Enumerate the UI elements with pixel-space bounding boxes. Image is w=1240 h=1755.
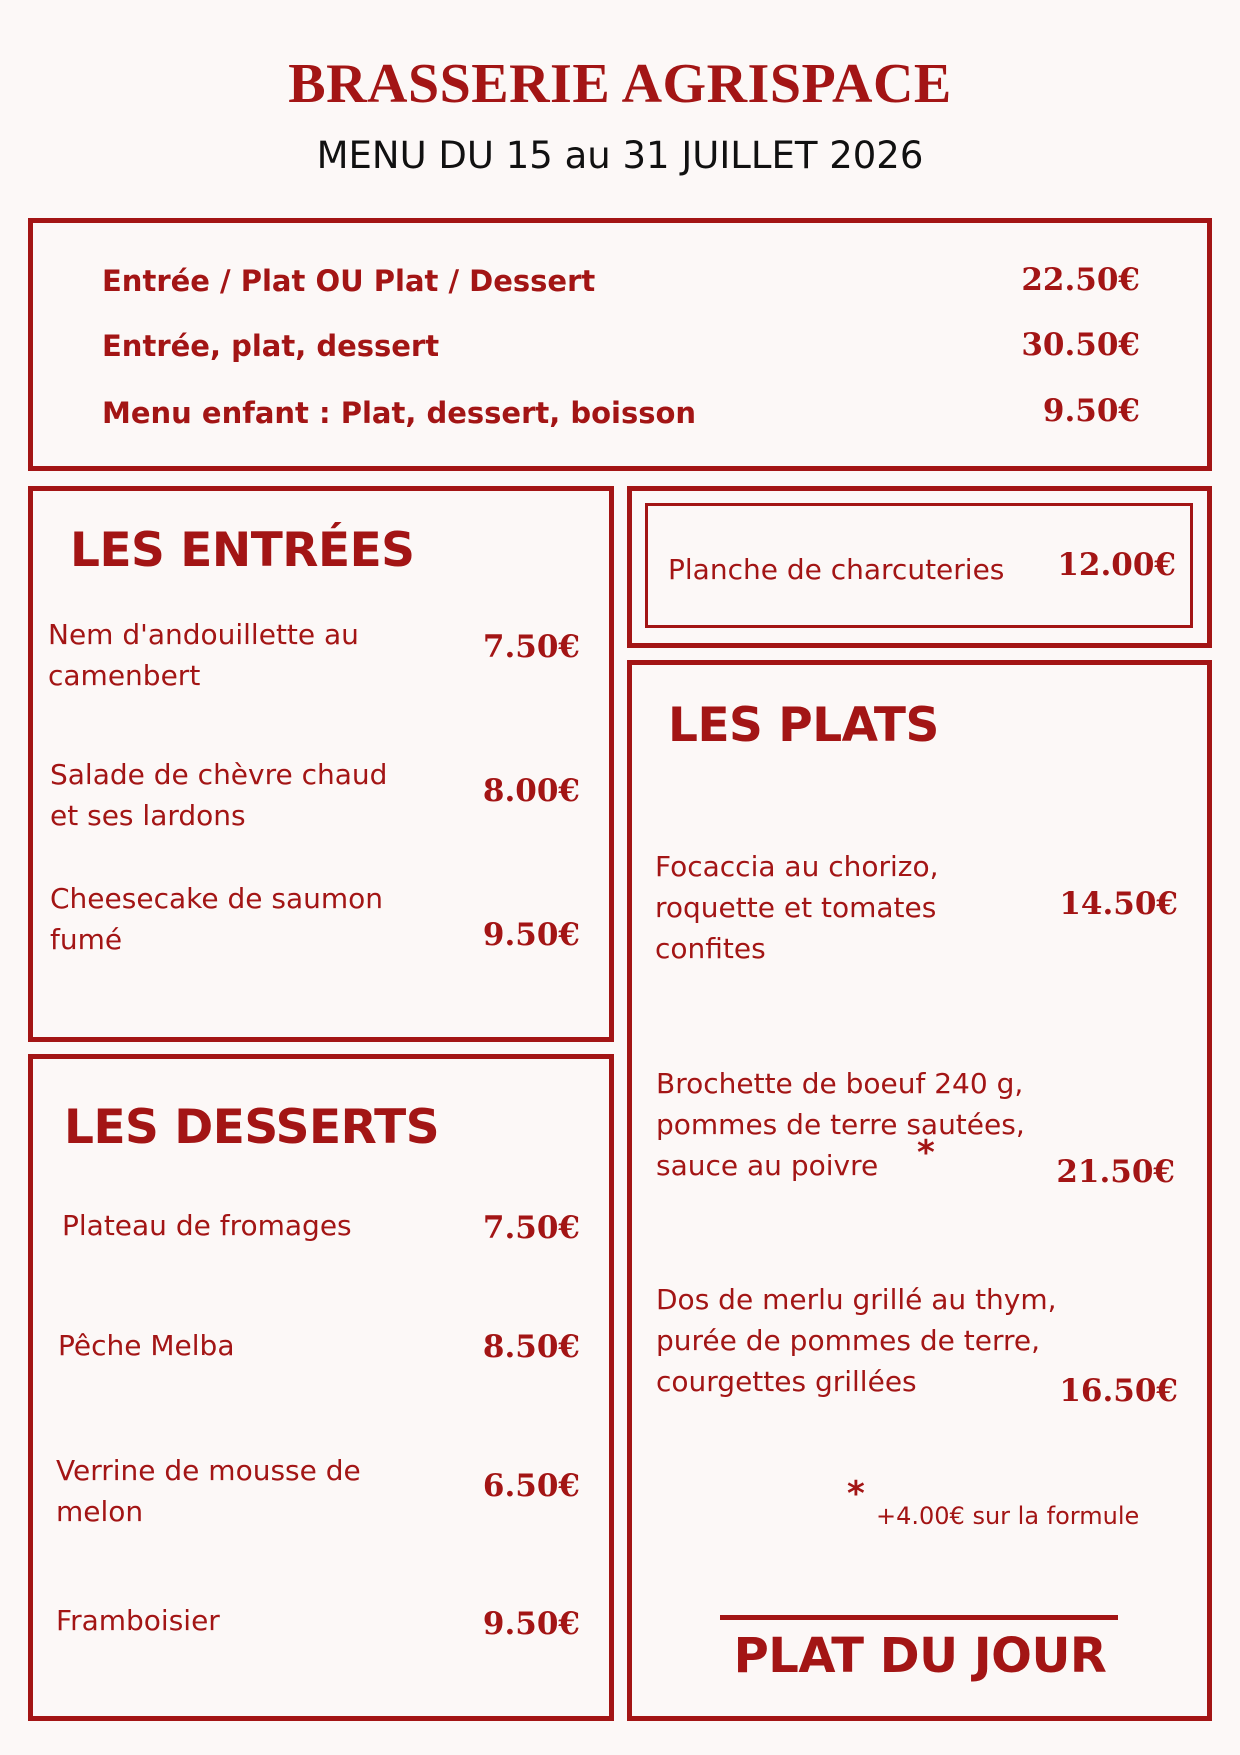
formula-label: Menu enfant : Plat, dessert, boisson — [102, 396, 697, 430]
entree-price: 7.50€ — [482, 629, 580, 665]
entree-item: Cheesecake de saumon fumé — [50, 882, 384, 956]
plat-du-jour-title: PLAT DU JOUR — [733, 1628, 1107, 1684]
planche-price: 12.00€ — [1057, 547, 1176, 583]
dessert-item: Verrine de mousse de melon — [56, 1454, 361, 1528]
formula-price: 30.50€ — [1021, 327, 1140, 363]
entrees-title: LES ENTRÉES — [70, 523, 415, 578]
dessert-item: Framboisier — [56, 1604, 220, 1637]
desserts-title: LES DESSERTS — [64, 1100, 440, 1155]
plat-item: Brochette de boeuf 240 g, pommes de terre sautées, sauce au poivre — [656, 1067, 1025, 1182]
planche-item: Planche de charcuteries — [668, 553, 1005, 586]
dessert-item: Plateau de fromages — [62, 1209, 352, 1242]
entree-price: 9.50€ — [482, 917, 580, 953]
dessert-price: 8.50€ — [482, 1329, 580, 1365]
plat-asterisk: * — [917, 1133, 935, 1173]
plat-item: Dos de merlu grillé au thym, purée de pommes de terre, courgettes grillées — [656, 1283, 1057, 1398]
plat-price: 21.50€ — [1056, 1154, 1175, 1190]
formula-label: Entrée / Plat OU Plat / Dessert — [102, 264, 596, 298]
plat-du-jour-divider — [720, 1615, 1118, 1620]
formula-price: 22.50€ — [1021, 262, 1140, 298]
formula-label: Entrée, plat, dessert — [102, 329, 440, 363]
dessert-price: 7.50€ — [482, 1210, 580, 1246]
entree-item: Nem d'andouillette au camenbert — [48, 618, 359, 692]
dessert-price: 6.50€ — [482, 1468, 580, 1504]
menu-dates: MENU DU 15 au 31 JUILLET 2026 — [316, 134, 924, 177]
note-asterisk: * — [847, 1474, 865, 1514]
plats-box — [627, 660, 1212, 1721]
entree-item: Salade de chèvre chaud et ses lardons — [50, 758, 388, 832]
dessert-item: Pêche Melba — [58, 1329, 235, 1362]
plat-price: 16.50€ — [1059, 1373, 1178, 1409]
formula-price: 9.50€ — [1042, 393, 1140, 429]
plats-title: LES PLATS — [668, 698, 939, 753]
plat-item: Focaccia au chorizo, roquette et tomates confites — [655, 850, 939, 965]
plat-price: 14.50€ — [1059, 886, 1178, 922]
dessert-price: 9.50€ — [482, 1606, 580, 1642]
entree-price: 8.00€ — [482, 773, 580, 809]
restaurant-title: BRASSERIE AGRISPACE — [288, 53, 952, 115]
supplement-note: +4.00€ sur la formule — [876, 1502, 1140, 1530]
